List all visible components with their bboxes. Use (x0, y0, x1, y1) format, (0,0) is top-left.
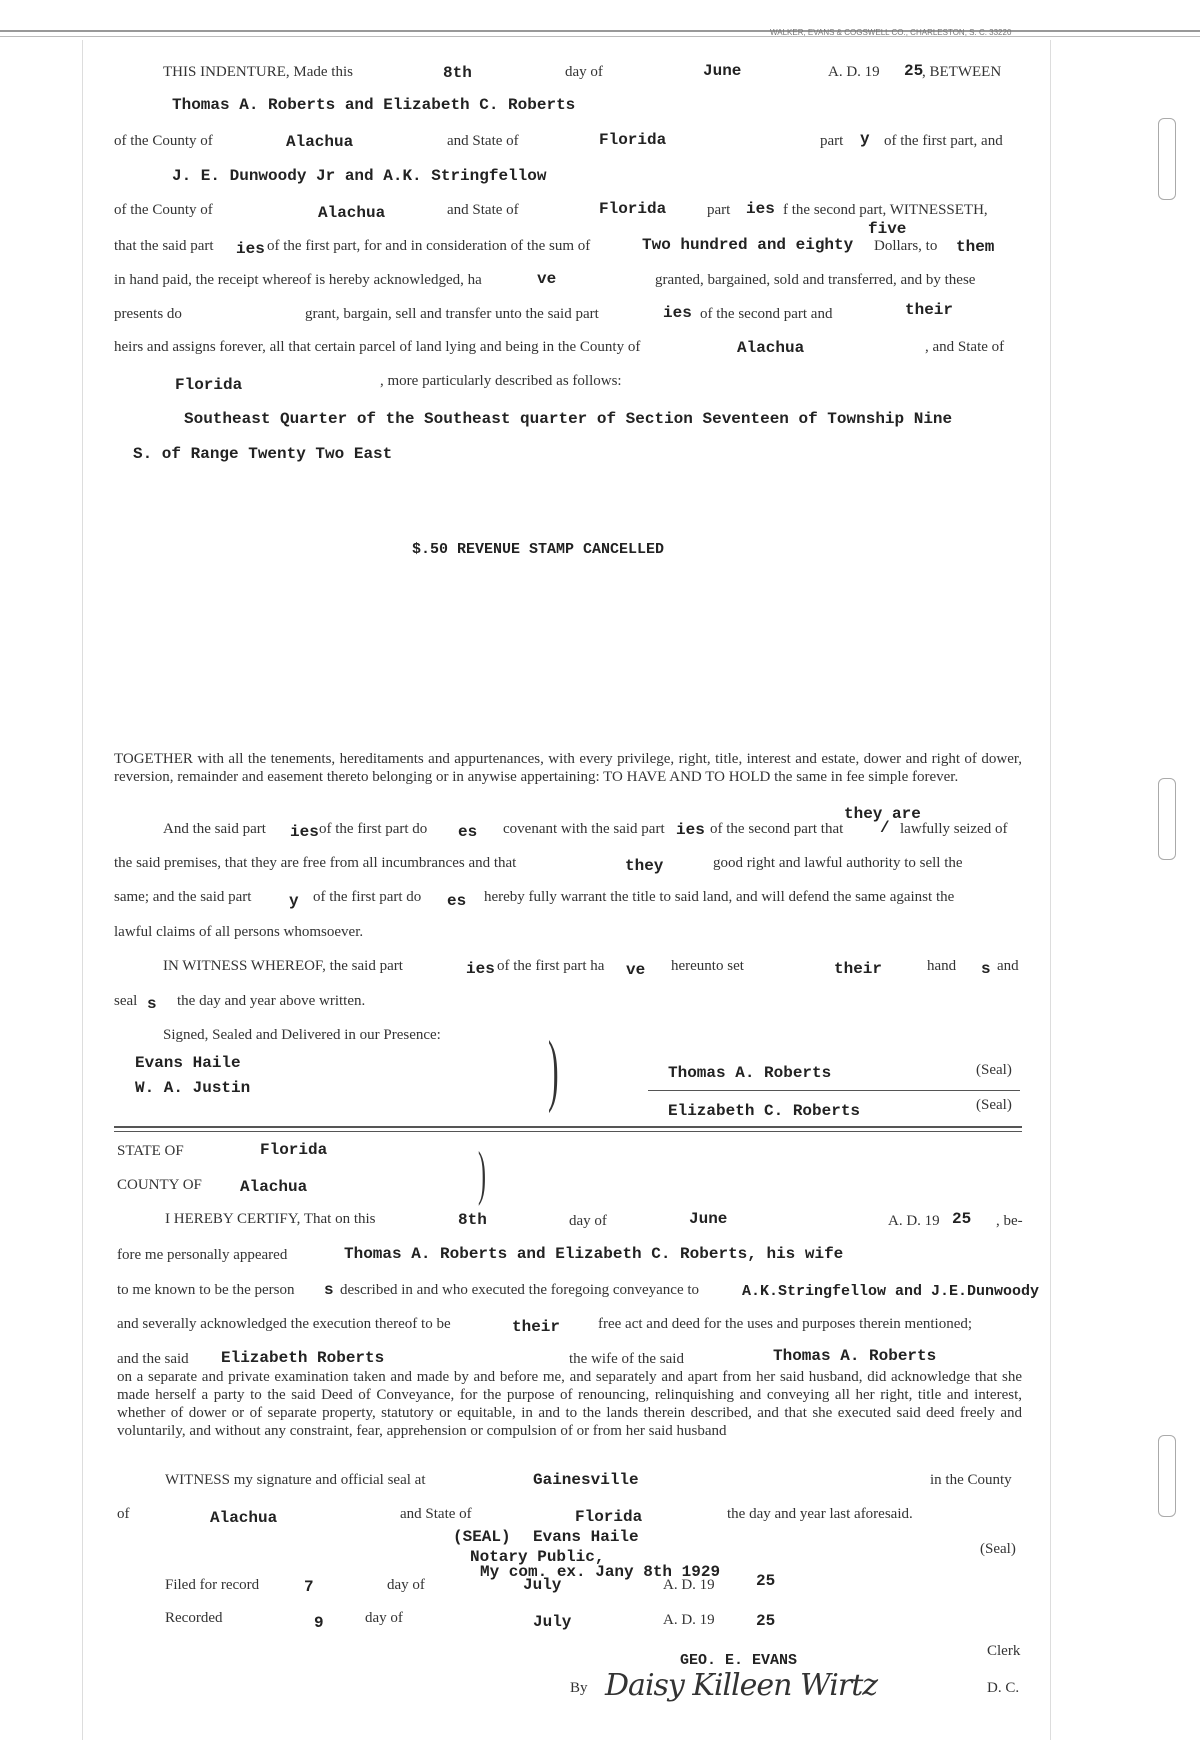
free-act: free act and deed for the uses and purposes therein mentioned; (598, 1316, 973, 1332)
part-suffix-3: ies (236, 240, 265, 258)
ack-state-2: Florida (575, 1508, 643, 1526)
grantor-signature-1: Thomas A. Roberts (668, 1064, 832, 1082)
indenture-intro: THIS INDENTURE, Made this (163, 64, 353, 80)
seal-marker: (SEAL) (453, 1528, 511, 1546)
grantor-signature-2: Elizabeth C. Roberts (668, 1102, 861, 1120)
together-paragraph: TOGETHER with all the tenements, hereditaments and appurtenances, with every privilege, right, title, interest and estate, dower and right of dower, reversion, remainder and easement thereto belonging or in anywise appertaining: TO HAVE AND TO HOLD the same in fee simple forever. (114, 751, 1022, 785)
recorded-day: 9 (314, 1614, 324, 1632)
notary-seal: (Seal) (980, 1541, 1016, 1557)
amount-extra: five (868, 220, 907, 238)
of-label: of (117, 1506, 130, 1522)
witness-their: their (834, 960, 883, 978)
hereunto-set: hereunto set (671, 958, 744, 974)
part-label-1: part (820, 133, 844, 149)
grant-transfer: grant, bargain, sell and transfer unto the said part (305, 306, 599, 322)
ack-ad: A. D. 19 (888, 1213, 940, 1229)
ad-label: A. D. 19 (828, 64, 880, 80)
ack-be: , be- (996, 1213, 1023, 1229)
ack-day-of: day of (569, 1213, 607, 1229)
ack-city: Gainesville (533, 1471, 639, 1489)
and-the-said: and the said (117, 1351, 189, 1367)
of-county-label: of the County of (114, 133, 213, 149)
ack-state: Florida (260, 1141, 328, 1159)
section-divider (114, 1126, 1022, 1128)
left-margin-rule (82, 40, 83, 1740)
covenant-and-said-part: And the said part (163, 821, 266, 837)
witness-2: W. A. Justin (135, 1079, 251, 1097)
signature-line (648, 1090, 1020, 1091)
and-state-label-1: and State of (447, 133, 519, 149)
described-text: , more particularly described as follows: (380, 373, 622, 389)
between-label: , BETWEEN (922, 64, 1002, 80)
revenue-stamp: $.50 REVENUE STAMP CANCELLED (412, 541, 665, 558)
dollars-to: Dollars, to (874, 238, 938, 254)
filed-year: 25 (756, 1572, 776, 1590)
ack-their: their (512, 1318, 561, 1336)
notary-name: Evans Haile (533, 1528, 639, 1546)
and-label: and (997, 958, 1019, 974)
separate-exam-paragraph: on a separate and private examination taken and made by and before me, and separately and apart from her said husband, did acknowledge that she made herself a party to the said Deed of Conveyance, for the purpose of renouncing, relinquishing and conveying all her right, title and interest, whether of dower or of separate property, statutory or equitable, in and to the lands therein described, and that she executed said deed freely and voluntarily, and without any constraint, fear, apprehension or compulsion of or from her said husband (117, 1369, 1022, 1439)
severally-text: and severally acknowledged the execution thereof to be (117, 1316, 451, 1332)
known-to-be: to me known to be the person (117, 1282, 295, 1298)
deputy-signature: Daisy Killeen Wirtz (605, 1668, 878, 1703)
recorded-ad: A. D. 19 (663, 1612, 715, 1628)
in-hand-paid: in hand paid, the receipt whereof is hereby acknowledged, ha (114, 272, 482, 288)
grantors: Thomas A. Roberts and Elizabeth C. Roberts (172, 96, 576, 114)
filed-ad: A. D. 19 (663, 1577, 715, 1593)
legal-line-1: Southeast Quarter of the Southeast quarter of Section Seventeen of Township Nine (184, 410, 953, 428)
seal-1: (Seal) (976, 1062, 1012, 1078)
filed-day: 7 (304, 1578, 314, 1596)
by-label: By (570, 1680, 588, 1696)
witness-sig-text: WITNESS my signature and official seal at (165, 1472, 426, 1488)
filed-month: July (523, 1576, 562, 1594)
described-executed: described in and who executed the foregoing conveyance to (340, 1282, 700, 1298)
state-2: Florida (599, 200, 667, 218)
filed-label: Filed for record (165, 1577, 260, 1593)
recorded-month: July (533, 1613, 572, 1631)
witness-s3: s (981, 960, 991, 978)
presence-label: Signed, Sealed and Delivered in our Presence: (163, 1027, 441, 1043)
clerk-label: Clerk (987, 1643, 1021, 1659)
witness-s4: s (147, 995, 157, 1013)
binder-ring-3 (1158, 1435, 1176, 1517)
heirs-text: heirs and assigns forever, all that certain parcel of land lying and being in the County of (114, 339, 641, 355)
printer-imprint: WALKER, EVANS & COGSWELL CO., CHARLESTON, S. C. 33220 (770, 28, 1012, 37)
amount: Two hundred and eighty (642, 236, 854, 254)
part-label-2: part (707, 202, 731, 218)
same-said-part: same; and the said part (114, 889, 252, 905)
ack-day: 8th (458, 1211, 487, 1229)
witness-of-first-have: of the first part ha (497, 958, 605, 974)
to-whom: them (956, 238, 995, 256)
day-year-written: the day and year above written. (177, 993, 366, 1009)
of-county-label-2: of the County of (114, 202, 213, 218)
county-3: Alachua (737, 339, 805, 357)
ack-month: June (689, 1210, 728, 1228)
ack-county: Alachua (240, 1178, 308, 1196)
wife-of: the wife of the said (569, 1351, 684, 1367)
hereby-warrant: hereby fully warrant the title to said land, and will defend the same against the (484, 889, 955, 905)
in-county: in the County (930, 1472, 1012, 1488)
have-suffix: ve (537, 270, 557, 288)
consideration: of the first part, for and in consideration of the sum of (267, 238, 591, 254)
witness-clause: IN WITNESS WHEREOF, the said part (163, 958, 403, 974)
covenant-of-first-do: of the first part do (319, 821, 428, 837)
their-1: their (905, 301, 954, 319)
binder-ring-1 (1158, 118, 1176, 200)
state-1: Florida (599, 131, 667, 149)
day-of-label: day of (565, 64, 603, 80)
certify-text: I HEREBY CERTIFY, That on this (165, 1211, 376, 1227)
presents-do: presents do (114, 306, 182, 322)
state-3: Florida (175, 376, 243, 394)
top-rule (0, 30, 1200, 32)
indenture-day: 8th (443, 64, 472, 82)
legal-line-2: S. of Range Twenty Two East (133, 445, 393, 463)
covenant-s4: y (289, 892, 299, 910)
first-part-and: of the first part, and (884, 133, 1003, 149)
indenture-year: 25 (904, 62, 924, 80)
recorded-label: Recorded (165, 1610, 223, 1626)
said-premises: the said premises, that they are free from all incumbrances and that (114, 855, 517, 871)
indenture-month: June (703, 62, 742, 80)
and-state-label-2: and State of (447, 202, 519, 218)
appeared-names: Thomas A. Roberts and Elizabeth C. Roberts, his wife (344, 1245, 844, 1263)
section-divider-2 (114, 1131, 1022, 1132)
lawfully-seized: lawfully seized of (900, 821, 1008, 837)
good-right: good right and lawful authority to sell the (713, 855, 963, 871)
covenant-slash: / (880, 819, 890, 837)
filed-day-of: day of (387, 1577, 425, 1593)
clerk-name: GEO. E. EVANS (680, 1652, 798, 1669)
part-suffix-1: y (860, 130, 870, 148)
lawful-claims: lawful claims of all persons whomsoever. (114, 924, 364, 940)
day-last: the day and year last aforesaid. (727, 1506, 913, 1522)
ack-and-state: and State of (400, 1506, 472, 1522)
covenant-s5: es (447, 892, 467, 910)
wife-name: Elizabeth Roberts (221, 1349, 385, 1367)
husband-name: Thomas A. Roberts (773, 1347, 937, 1365)
covenant-s3: ies (676, 821, 705, 839)
seal-2: (Seal) (976, 1097, 1012, 1113)
commission: My com. ex. Jany 8th 1929 (480, 1563, 721, 1581)
county-of-label: COUNTY OF (117, 1177, 202, 1193)
witness-1: Evans Haile (135, 1054, 241, 1072)
hand-label: hand (927, 958, 957, 974)
covenant-they: they (625, 857, 664, 875)
seal-label: seal (114, 993, 138, 1009)
recorded-year: 25 (756, 1612, 776, 1630)
witness-s1: ies (466, 960, 495, 978)
venue-brace: ) (478, 1140, 486, 1206)
signature-brace: ) (548, 1026, 559, 1114)
covenant-of-first-do-2: of the first part do (313, 889, 422, 905)
state-of-label: STATE OF (117, 1143, 184, 1159)
ack-county-2: Alachua (210, 1509, 278, 1527)
witness-s2: ve (626, 961, 646, 979)
right-margin-rule (1050, 40, 1051, 1740)
fore-me: fore me personally appeared (117, 1247, 288, 1263)
county-2: Alachua (318, 204, 386, 222)
conveyed-to: A.K.Stringfellow and J.E.Dunwoody (742, 1283, 1040, 1300)
covenant-s2: es (458, 823, 478, 841)
covenant-second-part-that: of the second part that (710, 821, 844, 837)
covenant-s1: ies (290, 823, 319, 841)
ack-year: 25 (952, 1210, 972, 1228)
ack-s1: s (324, 1281, 334, 1299)
county-1: Alachua (286, 133, 354, 151)
granted-text: granted, bargained, sold and transferred, and by these (655, 272, 976, 288)
and-state-comma: , and State of (925, 339, 1005, 355)
binder-ring-2 (1158, 778, 1176, 860)
recorded-day-of: day of (365, 1610, 403, 1626)
covenant-with: covenant with the said part (503, 821, 665, 837)
notary-title: Notary Public, (470, 1548, 605, 1566)
top-rule-2 (0, 36, 1200, 37)
that-said-part: that the said part (114, 238, 214, 254)
dc-label: D. C. (987, 1680, 1020, 1696)
grantees: J. E. Dunwoody Jr and A.K. Stringfellow (172, 167, 547, 185)
second-part-witnesseth: f the second part, WITNESSETH, (783, 202, 988, 218)
second-part-and: of the second part and (700, 306, 833, 322)
they-are: they are (844, 805, 921, 823)
part-suffix-4: ies (663, 304, 692, 322)
part-suffix-2: ies (746, 200, 775, 218)
